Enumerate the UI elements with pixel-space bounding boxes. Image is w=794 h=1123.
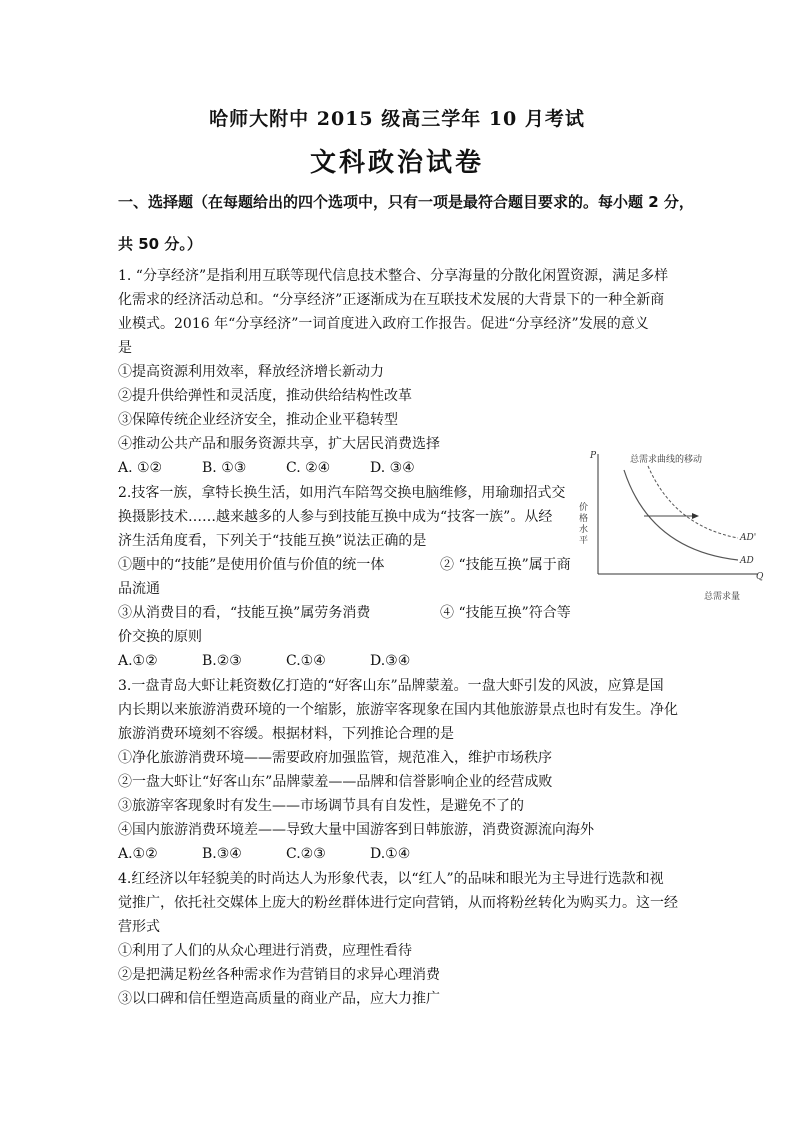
y-label-char: 水 bbox=[579, 525, 589, 535]
q1-stem-line: 1. “分享经济”是指利用互联等现代信息技术整合、分享海量的分散化闲置资源，满足多样 bbox=[118, 268, 669, 284]
q4-stem-line: 4.红经济以年轻貌美的时尚达人为形象代表，以“红人”的品味和眼光为主导进行选款和视 bbox=[118, 871, 664, 887]
y-label-char: 平 bbox=[579, 536, 589, 546]
q2-options bbox=[118, 650, 454, 672]
ad-prime-curve bbox=[648, 466, 738, 538]
exam-header-title: 哈师大附中 2015 级高三学年 10 月考试 bbox=[209, 108, 585, 130]
q3-option-c[interactable]: C.②③ bbox=[286, 846, 326, 862]
q1-stem-line: 化需求的经济活动总和。“分享经济”正逐渐成为在互联技术发展的大背景下的一种全新商 bbox=[118, 292, 665, 308]
q3-options bbox=[118, 843, 454, 865]
ad-prime-label: AD' bbox=[740, 533, 757, 543]
q1-option-b[interactable]: B. ①③ bbox=[202, 460, 247, 476]
q4-item: ①利用了人们的从众心理进行消费，应理性看待 bbox=[118, 943, 412, 959]
q3-item: ③旅游宰客现象时有发生——市场调节具有自发性，是避免不了的 bbox=[118, 798, 524, 814]
q2-stem-line: 济生活角度看，下列关于“技能互换”说法正确的是 bbox=[118, 533, 427, 549]
q4-item: ③以口碑和信任塑造高质量的商业产品，应大力推广 bbox=[118, 991, 440, 1007]
q2-option-b[interactable]: B.②③ bbox=[202, 653, 242, 669]
q4-item: ②是把满足粉丝各种需求作为营销目的求异心理消费 bbox=[118, 967, 440, 983]
q1-option-d[interactable]: D. ③④ bbox=[370, 460, 415, 476]
q2-item: ①题中的“技能”是使用价值与价值的统一体 bbox=[118, 557, 385, 573]
q-axis-label: Q bbox=[756, 572, 764, 582]
section-instructions-line2: 共 50 分。） bbox=[118, 235, 202, 253]
q3-item: ②一盘大虾让“好客山东”品牌蒙羞——品牌和信誉影响企业的经营成败 bbox=[118, 774, 553, 790]
y-label-char: 价 bbox=[579, 503, 589, 513]
q1-options bbox=[118, 457, 454, 479]
q3-option-a[interactable]: A.①② bbox=[118, 846, 158, 862]
q2-option-c[interactable]: C.①④ bbox=[286, 653, 326, 669]
shift-arrowhead bbox=[692, 513, 699, 519]
q2-item: 价交换的原则 bbox=[118, 629, 202, 645]
q3-item: ①净化旅游消费环境——需要政府加强监管，规范准入，维护市场秩序 bbox=[118, 750, 552, 766]
q2-option-d[interactable]: D.③④ bbox=[370, 653, 411, 669]
q2-option-a[interactable]: A.①② bbox=[118, 653, 158, 669]
q1-option-c[interactable]: C. ②④ bbox=[286, 460, 331, 476]
q1-option-a[interactable]: A. ①② bbox=[118, 460, 163, 476]
ad-label: AD bbox=[740, 556, 754, 566]
y-label-char: 格 bbox=[579, 514, 589, 524]
q3-option-d[interactable]: D.①④ bbox=[370, 846, 411, 862]
q1-item: ②提升供给弹性和灵活度，推动供给结构性改革 bbox=[118, 388, 412, 404]
q3-stem-line: 3.一盘青岛大虾让耗资数亿打造的“好客山东”品牌蒙羞。一盘大虾引发的风波，应算是国 bbox=[118, 678, 664, 694]
figure-title: 总需求曲线的移动 bbox=[630, 455, 703, 465]
q2-item: ④ “技能互换”符合等 bbox=[440, 605, 571, 621]
q3-stem-line: 内长期以来旅游消费环境的一个缩影，旅游宰客现象在国内其他旅游景点也时有发生。净化 bbox=[118, 702, 678, 718]
section-instructions-line1: 一、选择题（在每题给出的四个选项中，只有一项是最符合题目要求的。每小题 2 分， bbox=[118, 193, 694, 211]
q2-stem-line: 2.技客一族，拿特长换生活，如用汽车陪驾交换电脑维修，用瑜珈招式交 bbox=[118, 485, 566, 501]
q4-stem-line: 营形式 bbox=[118, 919, 160, 935]
p-axis-label: P bbox=[590, 451, 597, 461]
q1-item: ③保障传统企业经济安全，推动企业平稳转型 bbox=[118, 412, 398, 428]
ad-curve bbox=[624, 470, 738, 560]
q3-item: ④国内旅游消费环境差——导致大量中国游客到日韩旅游，消费资源流向海外 bbox=[118, 822, 594, 838]
q3-option-b[interactable]: B.③④ bbox=[202, 846, 242, 862]
demand-shift-figure bbox=[579, 446, 766, 606]
q1-stem-line: 是 bbox=[118, 340, 132, 356]
q2-stem-line: 换摄影技术……越来越多的人参与到技能互换中成为“技客一族”。从经 bbox=[118, 509, 553, 525]
q3-stem-line: 旅游消费环境刻不容缓。根据材料，下列推论合理的是 bbox=[118, 726, 454, 742]
q1-item: ①提高资源利用效率，释放经济增长新动力 bbox=[118, 364, 384, 380]
q2-item: ③从消费目的看，“技能互换”属劳务消费 bbox=[118, 605, 371, 621]
exam-subject-title: 文科政治试卷 bbox=[309, 148, 484, 178]
q1-item: ④推动公共产品和服务资源共享，扩大居民消费选择 bbox=[118, 436, 440, 452]
q1-stem-line: 业模式。2016 年“分享经济”一词首度进入政府工作报告。促进“分享经济”发展的意义 bbox=[118, 316, 649, 332]
q2-item: ② “技能互换”属于商 bbox=[440, 557, 571, 573]
q2-item: 品流通 bbox=[118, 581, 160, 597]
x-axis-title: 总需求量 bbox=[704, 592, 741, 602]
q4-stem-line: 觉推广，依托社交媒体上庞大的粉丝群体进行定向营销，从而将粉丝转化为购买力。这一经 bbox=[118, 895, 678, 911]
